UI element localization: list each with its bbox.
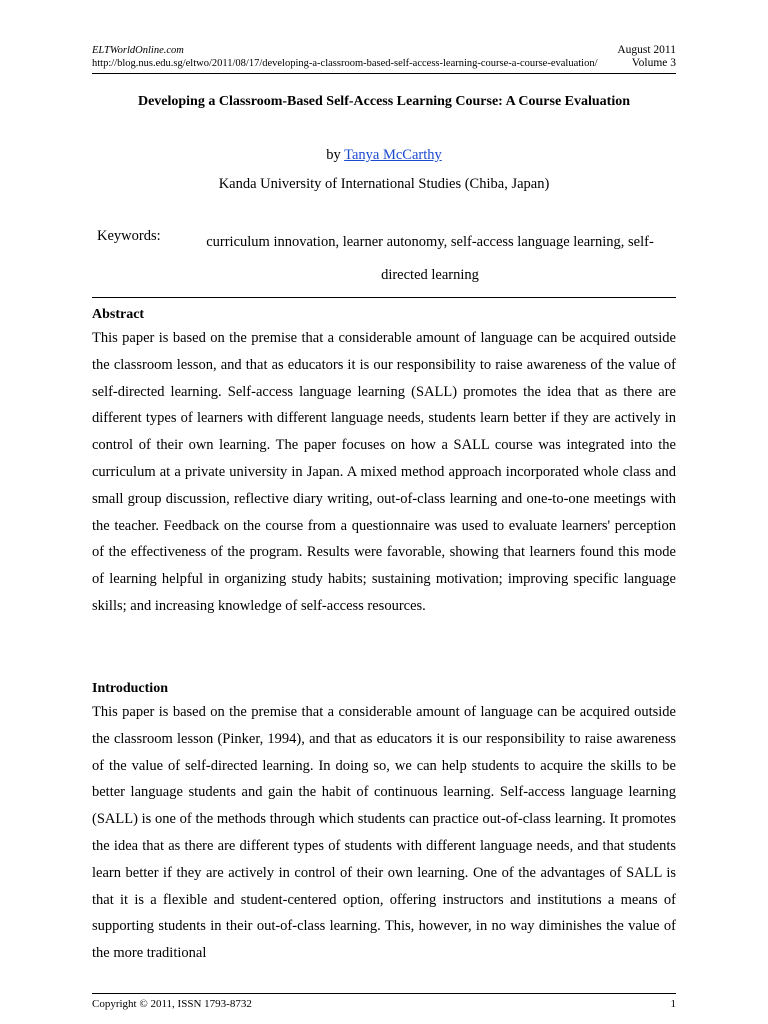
introduction-heading: Introduction	[92, 681, 168, 696]
volume-label: Volume 3	[631, 57, 676, 69]
copyright-notice: Copyright © 2011, ISSN 1793-8732	[92, 998, 252, 1010]
introduction-section	[92, 679, 676, 967]
page-number: 1	[670, 998, 676, 1010]
page-header	[92, 44, 676, 74]
author-link[interactable]: Tanya McCarthy	[344, 147, 442, 163]
site-name: ELTWorldOnline.com	[92, 45, 184, 56]
abstract-text: This paper is based on the premise that a considerable amount of language can be acquired outside the classroom lesson, and that as educators it is our responsibility to raise awareness of the value of self-directed learning. Self-access language learning (SALL) promotes the idea that as there are different types of learners with different language needs, students learn better if they are actively in control of their own learning. The paper focuses on how a SALL course was integrated into the curriculum at a private university in Japan. A mixed method approach incorporated whole class and small group discussion, reflective diary writing, out-of-class learning and one-to-one meetings with the teacher. Feedback on the course from a questionnaire was used to evaluate learners' perception of the effectiveness of the program. Results were favorable, showing that learners found this mode of learning helpful in organizing study habits; sustaining motivation; improving specific language skills; and increasing knowledge of self-access resources.	[92, 330, 676, 614]
article-url[interactable]: http://blog.nus.edu.sg/eltwo/2011/08/17/developing-a-classroom-based-self-access-learning-course-a-course-evaluation/	[92, 58, 598, 69]
affiliation: Kanda University of International Studies (Chiba, Japan)	[218, 176, 550, 192]
byline	[0, 145, 768, 165]
abstract-heading: Abstract	[92, 307, 145, 322]
header-left	[92, 44, 598, 70]
issue-date: August 2011	[617, 44, 676, 56]
header-right	[617, 44, 676, 70]
byline-prefix: by	[326, 147, 345, 163]
header-divider	[92, 73, 676, 74]
keywords-label: Keywords:	[97, 228, 161, 244]
keywords-list: curriculum innovation, learner autonomy, self-access language learning, self-directed learning	[206, 234, 654, 283]
abstract-section	[92, 305, 676, 620]
paper-title: Developing a Classroom-Based Self-Access Learning Course: A Course Evaluation	[137, 94, 631, 109]
footer-divider	[92, 993, 676, 994]
section-divider	[92, 297, 676, 298]
introduction-text: This paper is based on the premise that a considerable amount of language can be acquired outside the classroom lesson (Pinker, 1994), and that as educators it is our responsibility to raise awareness of the value of self-directed learning. In doing so, we can help students to acquire the skills to be better language students and gain the habit of continuous learning. Self-access language learning (SALL) is one of the methods through which students can practice out-of-class learning. It promotes the idea that as there are different types of students with different language needs, and that students learn better if they are actively in control of their own learning. One of the advantages of SALL is that it is a flexible and student-centered option, offering instructors and institutions a means of supporting students in their out-of-class learning. This, however, in no way diminishes the value of the more traditional	[92, 704, 676, 962]
